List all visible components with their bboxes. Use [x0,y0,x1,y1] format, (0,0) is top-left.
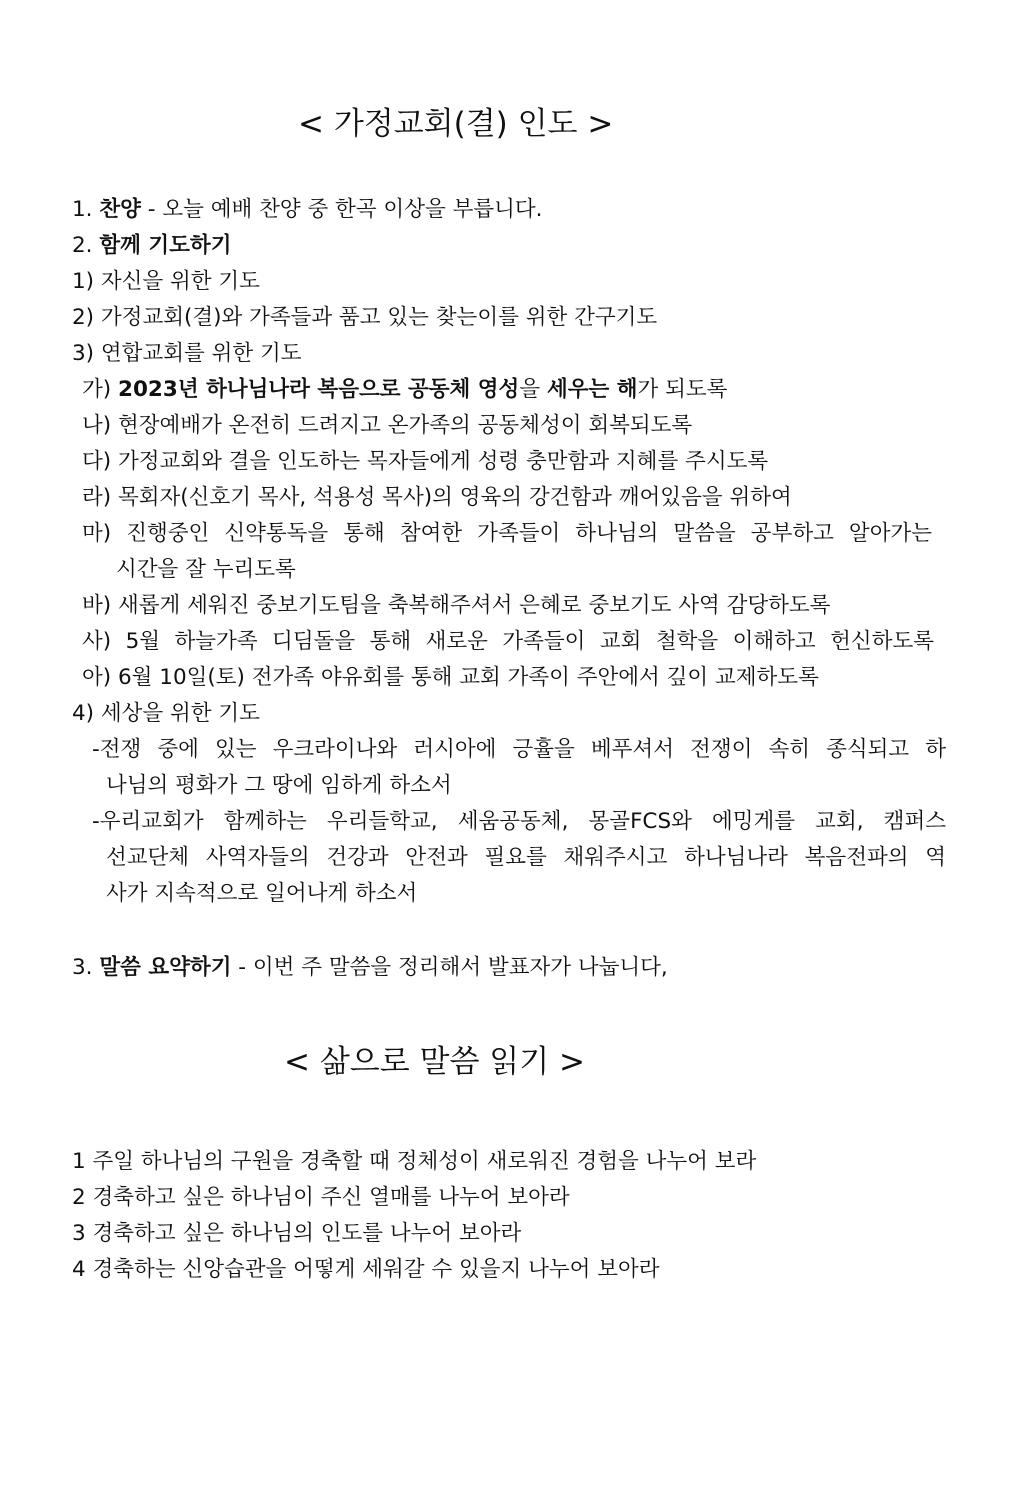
plain-text: 을 [519,377,547,402]
item-prayer [72,228,952,264]
question-item: 3 경축하고 싶은 하나님의 인도를 나누어 보아라 [72,1221,522,1246]
church-prayer-sa: 사) 5월 하늘가족 디딤돌을 통해 새로운 가족들이 교회 철학을 이해하고 헌신하도록 [82,629,934,654]
item-number: 3. [72,955,93,980]
emphasis-text: 세우는 해 [546,377,638,402]
prayer-church: 3) 연합교회를 위한 기도 [72,341,302,366]
item-heading: 함께 기도하기 [99,233,232,258]
item-text: - 오늘 예배 찬양 중 한곡 이상을 부릅니다. [140,197,543,222]
question-item: 2 경축하고 싶은 하나님이 주신 열매를 나누어 보아라 [72,1185,570,1210]
prayer-self: 1) 자신을 위한 기도 [72,269,260,294]
question-item: 4 경축하는 신앙습관을 어떻게 세워갈 수 있을지 나누어 보아라 [72,1257,660,1282]
item-number: 2. [72,233,93,258]
church-prayer-ba: 바) 새롭게 세워진 중보기도팀을 축복해주셔서 은혜로 중보기도 사역 감당하도록 [82,593,831,618]
section-title-life-reading: < 삶으로 말씀 읽기 > [284,1044,585,1080]
world-prayer-2: -우리교회가 함께하는 우리들학교, 세움공동체, 몽골FCS와 에밍게를 교회, 캠퍼스 [92,809,946,834]
church-prayer-ma: 마) 진행중인 신약통독을 통해 참여한 가족들이 하나님의 말씀을 공부하고 알아가는 [82,521,932,546]
emphasis-text: 2023년 하나님나라 복음으로 공동체 영성 [118,377,520,402]
church-prayer-ra: 라) 목회자(신호기 목사, 석용성 목사)의 영육의 강건함과 깨어있음을 위하여 [82,485,792,510]
prayer-world: 4) 세상을 위한 기도 [72,701,260,726]
church-prayer-da: 다) 가정교회와 결을 인도하는 목자들에게 성령 충만함과 지혜를 주시도록 [82,449,769,474]
plain-text: 가 되도록 [637,377,728,402]
item-text: - 이번 주 말씀을 정리해서 발표자가 나눕니다, [231,955,668,980]
item-sermon-summary [72,950,952,986]
world-prayer-2-cont2: 사가 지속적으로 일어나게 하소서 [106,881,418,906]
prayer-family: 2) 가정교회(결)와 가족들과 품고 있는 찾는이를 위한 간구기도 [72,305,658,330]
question-item: 1 주일 하나님의 구원을 경축할 때 정체성이 새로워진 경험을 나누어 보라 [72,1149,757,1174]
church-prayer-ga [82,372,962,408]
church-prayer-na: 나) 현장예배가 온전히 드려지고 온가족의 공동체성이 회복되도록 [82,413,693,438]
world-prayer-1-cont: 나님의 평화가 그 땅에 임하게 하소서 [106,773,452,798]
church-prayer-aa: 아) 6월 10일(토) 전가족 야유회를 통해 교회 가족이 주안에서 깊이 교제하도록 [82,665,819,690]
item-praise [72,192,952,228]
item-heading: 말씀 요약하기 [99,955,232,980]
item-number: 1. [72,197,93,222]
item-heading: 찬양 [99,197,141,222]
church-prayer-ma-cont: 시간을 잘 누리도록 [116,557,296,582]
section-title-home-church: < 가정교회(결) 인도 > [298,106,614,142]
list-marker: 가) [82,377,118,402]
world-prayer-1: -전쟁 중에 있는 우크라이나와 러시아에 긍휼을 베푸셔서 전쟁이 속히 종식되고 하 [92,737,946,762]
world-prayer-2-cont: 선교단체 사역자들의 건강과 안전과 필요를 채워주시고 하나님나라 복음전파의 역 [106,845,946,870]
